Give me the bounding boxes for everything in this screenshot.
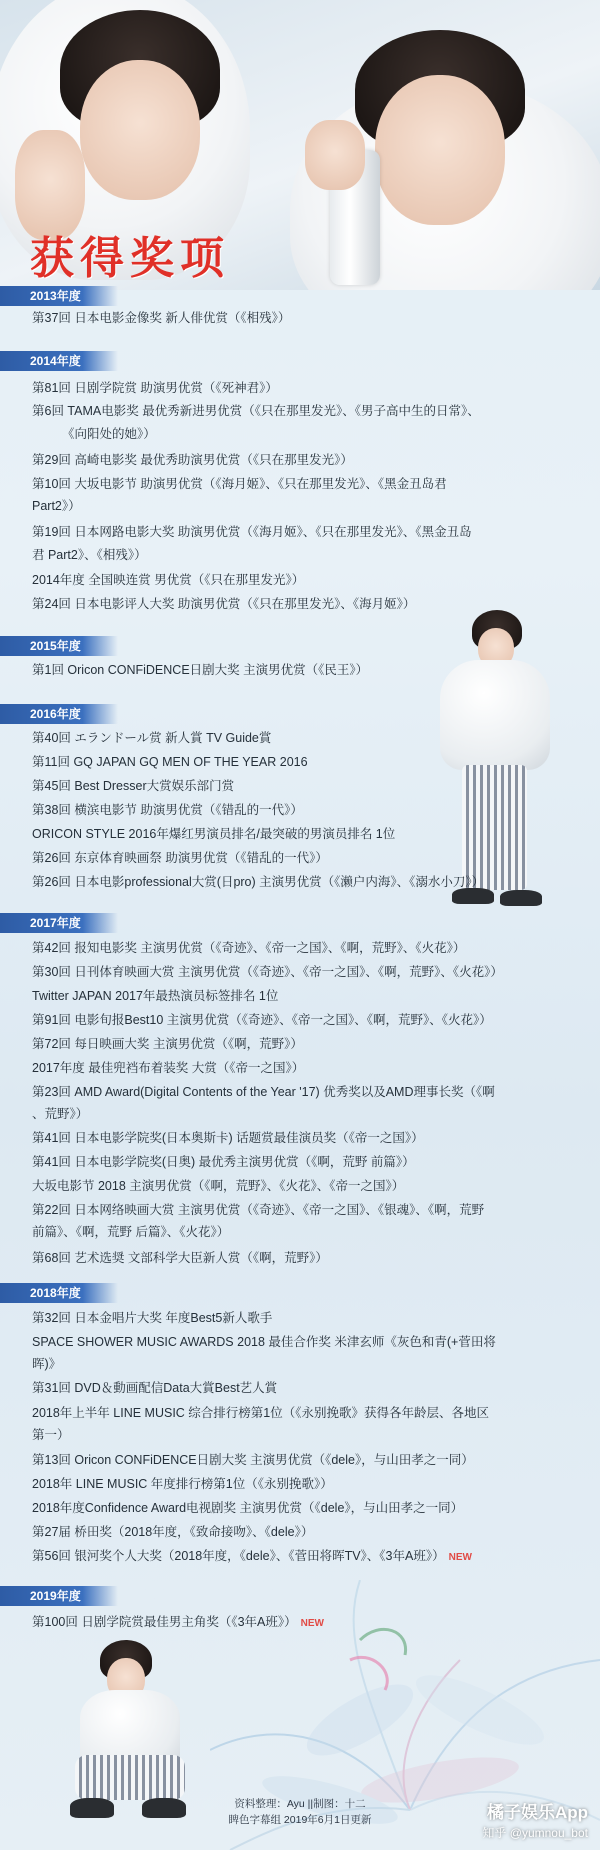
award-item: 第41回 日本电影学院奖(日奥) 最优秀主演男优赏（《啊，荒野 前篇》） — [32, 1155, 415, 1169]
award-item: 2018年度Confidence Award电视剧奖 主演男优赏（《dele》，与山田孝之一同） — [32, 1501, 464, 1515]
award-item: ORICON STYLE 2016年爆红男演员排名/最突破的男演员排名 1位 — [32, 827, 396, 841]
award-item: 第13回 Oricon CONFiDENCE日剧大奖 主演男优赏（《dele》，与山田孝之一同） — [32, 1453, 474, 1467]
award-item: 第26回 日本电影professional大赏(日pro) 主演男优赏（《濑户内海》、《溺水小刀》） — [32, 875, 485, 889]
award-item: 第11回 GQ JAPAN GQ MEN OF THE YEAR 2016 — [32, 755, 308, 769]
award-item-continued: 晖)》 — [32, 1357, 62, 1371]
credits-line-1: 资料整理：Ayu ||制图：十二 — [234, 1798, 366, 1810]
app-watermark: 橘子娱乐App — [486, 1803, 588, 1822]
award-item: 第41回 日本电影学院奖(日本奥斯卡) 话题赏最佳演员奖（《帝一之国》） — [32, 1131, 424, 1145]
award-item-continued: 前篇》、《啊，荒野 后篇》、《火花》） — [32, 1225, 230, 1239]
award-item: 第26回 东京体育映画祭 助演男优赏（《错乱的一代》） — [32, 851, 328, 865]
award-item: 第72回 每日映画大奖 主演男优赏（《啊，荒野》） — [32, 1037, 303, 1051]
year-header-2016: 2016年度 — [0, 704, 118, 724]
award-item: 2018年 LINE MUSIC 年度排行榜第1位（《永别挽歌》） — [32, 1477, 333, 1491]
award-item: 第37回 日本电影金像奖 新人俳优赏（《相残》） — [32, 311, 291, 325]
award-item: 第91回 电影旬报Best10 主演男优赏（《奇迹》、《帝一之国》、《啊，荒野》、《火花》） — [32, 1013, 492, 1027]
award-item: 第1回 Oricon CONFiDENCE日剧大奖 主演男优赏（《民王》） — [32, 663, 369, 677]
award-item: 第6回 TAMA电影奖 最优秀新进男优赏（《只在那里发光》、《男子高中生的日常》、 — [32, 404, 480, 418]
award-item: 第10回 大坂电影节 助演男优赏（《海月姬》、《只在那里发光》、《黑金丑岛君 — [32, 477, 447, 491]
award-item: 第45回 Best Dresser大赏娱乐部门赏 — [32, 779, 235, 793]
year-header-2018: 2018年度 — [0, 1283, 118, 1303]
award-item: SPACE SHOWER MUSIC AWARDS 2018 最佳合作奖 米津玄师《灰色和青(+菅田将 — [32, 1335, 496, 1349]
left-figure-face — [80, 60, 200, 200]
figure-shoe-right — [500, 890, 542, 906]
year-header-2015: 2015年度 — [0, 636, 118, 656]
year-header-2014: 2014年度 — [0, 351, 118, 371]
award-item: 第38回 横滨电影节 助演男优赏（《错乱的一代》） — [32, 803, 303, 817]
weibo-watermark: 知乎 @yumnou_bot — [482, 1826, 588, 1840]
award-text: 第100回 日剧学院赏最佳男主角奖（《3年A班》） — [32, 1615, 297, 1629]
new-badge: NEW — [448, 1552, 472, 1563]
award-item-continued: 第一） — [32, 1428, 70, 1442]
figure-pants — [75, 1755, 185, 1800]
credits — [150, 1796, 450, 1828]
award-item: 第30回 日刊体育映画大赏 主演男优赏（《奇迹》、《帝一之国》、《啊，荒野》、《火花》） — [32, 965, 503, 979]
award-item: 2018年上半年 LINE MUSIC 综合排行榜第1位（《永别挽歌》获得各年龄层、各地区 — [32, 1406, 489, 1420]
year-header-2019: 2019年度 — [0, 1586, 118, 1606]
year-header-2017: 2017年度 — [0, 913, 118, 933]
award-item-continued: 《向阳处的她》） — [62, 427, 156, 441]
award-item: 第22回 日本网络映画大赏 主演男优赏（《奇迹》、《帝一之国》、《银魂》、《啊，荒野 — [32, 1203, 485, 1217]
award-item: Twitter JAPAN 2017年最热演员标签排名 1位 — [32, 989, 279, 1003]
award-item-continued: 君 Part2》、《相残》） — [32, 548, 147, 562]
figure-shoe-left — [70, 1798, 114, 1818]
award-item: 第19回 日本网路电影大奖 助演男优赏（《海月姬》、《只在那里发光》、《黑金丑岛 — [32, 525, 472, 539]
page-title: 获得奖项 — [30, 233, 230, 284]
year-header-2013: 2013年度 — [0, 286, 118, 306]
right-figure-face — [375, 75, 505, 225]
award-item-continued: Part2》） — [32, 499, 81, 513]
award-item: 第29回 高崎电影奖 最优秀助演男优赏（《只在那里发光》） — [32, 453, 353, 467]
credits-line-2: 睥色字幕组 2019年6月1日更新 — [228, 1814, 372, 1826]
new-badge: NEW — [300, 1618, 324, 1629]
award-item: 第27届 桥田奖（2018年度，《致命接吻》、《dele》） — [32, 1525, 314, 1539]
award-item-with-new — [32, 1546, 572, 1568]
right-figure-hand — [305, 120, 365, 190]
award-item: 第32回 日本金唱片大奖 年度Best5新人歌手 — [32, 1311, 273, 1325]
award-item: 第81回 日剧学院赏 助演男优赏（《死神君》） — [32, 381, 278, 395]
award-item: 大坂电影节 2018 主演男优赏（《啊，荒野》、《火花》、《帝一之国》） — [32, 1179, 405, 1193]
award-item: 第31回 DVD＆動画配信Data大賞Best艺人賞 — [32, 1381, 278, 1395]
award-item: 第40回 エランドール赏 新人賞 TV Guide賞 — [32, 731, 272, 745]
award-item-continued: 、荒野》） — [32, 1107, 89, 1121]
award-item: 第42回 报知电影奖 主演男优赏（《奇迹》、《帝一之国》、《啊，荒野》、《火花》） — [32, 941, 466, 955]
award-item: 第23回 AMD Award(Digital Contents of the Year '17) 优秀奖以及AMD理事长奖（《啊 — [32, 1085, 495, 1099]
award-item: 2017年度 最佳兜裆布着装奖 大赏（《帝一之国》） — [32, 1061, 305, 1075]
award-text: 第56回 银河奖个人大奖（2018年度，《dele》、《菅田将晖TV》、《3年A班》） — [32, 1549, 445, 1563]
award-item: 第24回 日本电影评人大奖 助演男优赏（《只在那里发光》、《海月姬》） — [32, 597, 416, 611]
award-item: 第68回 艺术选奨 文部科学大臣新人赏（《啊，荒野》） — [32, 1251, 328, 1265]
award-item: 2014年度 全国映连赏 男优赏（《只在那里发光》） — [32, 573, 305, 587]
